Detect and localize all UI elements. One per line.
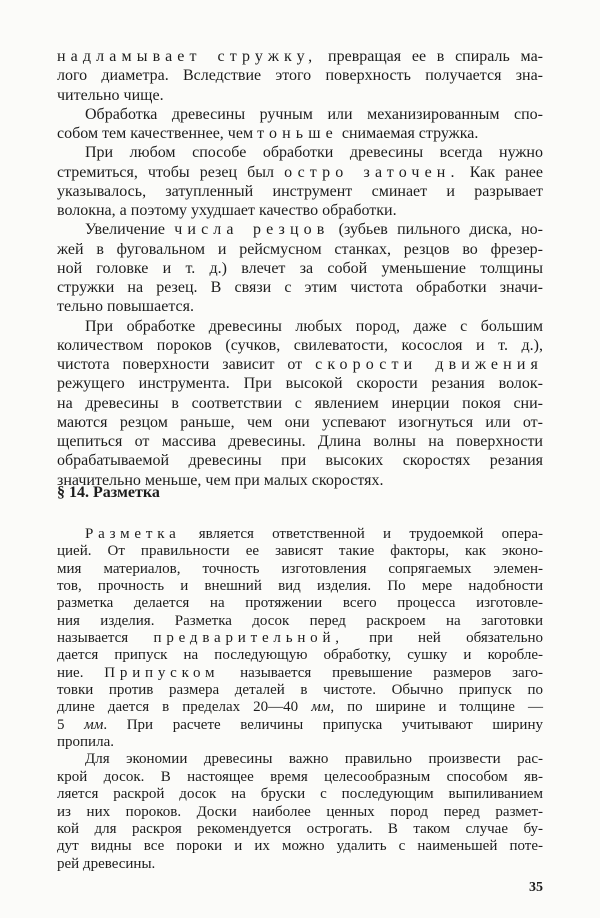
text-line [57,526,543,543]
text-segment: ние. [57,664,105,681]
paragraph [57,220,543,316]
text-line [57,182,543,201]
text-line [57,717,543,734]
text-segment: разметка делается на протяжении всего процесса изготовле- [57,595,543,612]
text-line [57,630,543,647]
text-line [57,374,543,393]
text-segment: количеством пороков (сучков, свилеватости, косослоя и т. д.), [57,336,543,354]
text-segment: называется [57,630,154,647]
text-segment: 5 [57,716,85,733]
text-line [57,220,543,239]
text-segment: тов, прочность и внешний вид изделия. По мере надобности [57,578,543,595]
text-line [57,613,543,630]
text-segment: щепиться от массива древесины. Длина волны на поверхности [57,433,543,450]
emphasized-text: надламывает стружку, [57,48,318,65]
text-segment: кой для раскроя рекомендуется острогать. В таком случае бу- [57,820,543,837]
text-segment: дут видны все пороки и их можно удалить с наименьшей поте- [57,838,543,855]
text-line [57,647,543,664]
text-line [57,682,543,699]
text-segment: указывалось, затупленный инструмент сминает и разрывает [57,182,543,200]
text-segment: обрабатываемой древесины при высоких скоростях резания [57,452,543,470]
text-segment: ния изделия. Разметка досок перед раскроем на заготовки [57,612,543,629]
text-line [57,578,543,595]
text-line [57,355,543,374]
text-line [57,786,543,803]
text-line [57,278,543,297]
text-segment: мм [84,716,104,733]
emphasized-text: скорости движения [315,356,543,373]
text-line [57,163,543,182]
page-number: 35 [529,880,543,895]
text-line [57,856,543,873]
text-line [57,699,543,716]
text-segment: называется превышение размеров заго- [219,664,543,681]
emphasized-text: тоньше [257,125,338,142]
text-line [57,821,543,838]
text-line [57,734,543,751]
text-line [57,543,543,560]
text-segment: волокна, а поэтому ухудшает качество обработки. [57,202,397,219]
text-line [57,336,543,355]
text-segment: на древесины в соответствии с явлением инерции покоя сни- [57,394,543,412]
paragraph [57,526,543,751]
text-line [57,105,543,124]
text-line [57,595,543,612]
text-line [57,47,543,66]
paragraph [57,143,543,220]
text-segment: чистота поверхности зависит от [57,356,316,373]
text-segment: цией. От правильности ее зависят такие факторы, как эконо- [57,543,543,560]
paragraph [57,317,543,490]
text-segment: товки против размера деталей в чистоте. Обычно припуск по [57,682,543,699]
text-line [57,838,543,855]
text-line [57,432,543,451]
text-line [57,561,543,578]
text-line [57,66,543,85]
text-segment: . При расчете величины припуска учитывают ширину [103,716,543,733]
text-line [57,317,543,336]
paragraph [57,47,543,105]
text-segment: превращая ее в спираль ма- [317,48,543,65]
text-line [57,259,543,278]
text-segment: дается припуск на последующую обработку, сушку и коробле- [57,647,543,664]
text-segment: снимаемая стружка. [337,125,479,142]
text-segment: ной головке и т. д.) влечет за собой уменьшение толщины [57,259,543,277]
text-segment: из них пороков. Доски наиболее ценных пород перед размет- [57,803,543,820]
text-segment: маются резцом раньше, чем они успевают изогнуться или от- [57,413,543,431]
text-segment: Увеличение [85,221,175,239]
text-segment: стремиться, чтобы резец был [57,163,285,181]
text-segment: рей древесины. [57,855,156,872]
emphasized-text: числа резцов [174,221,330,239]
text-segment: значительно меньше, чем при малых скоростях. [57,471,384,489]
text-segment: при ней обязательно [343,630,544,647]
emphasized-text: предварительной, [153,630,344,647]
text-line [57,394,543,413]
text-segment: Для экономии древесины важно правильно произвести рас- [85,751,543,768]
section-heading: § 14. Разметка [57,484,160,501]
text-segment: Как ранее [459,163,543,181]
text-segment: лого диаметра. Вследствие этого поверхность получается зна- [57,67,543,85]
text-segment: пропила. [57,734,114,751]
text-line [57,124,543,143]
text-segment: мия материалов, точность изготовления сопрягаемых элемен- [57,560,543,577]
text-line [57,413,543,432]
text-segment: крой досок. В настоящее время целесообразным способом яв- [57,768,543,785]
text-line [57,201,543,220]
text-line [57,804,543,821]
text-segment: жей в фуговальном и рейсмусном станках, резцов во фрезер- [57,240,543,258]
paragraph [57,751,543,872]
text-segment: является ответственной и трудоемкой опера- [180,526,543,542]
text-segment: длине дается в пределах 20—40 [57,699,312,716]
text-segment: ляется раскрой досок на бруски с последующим выпиливанием [57,786,543,803]
text-line [57,751,543,768]
body-text-section-14 [57,526,543,873]
text-line [57,240,543,259]
text-segment: тельно повышается. [57,298,194,316]
text-segment: режущего инструмента. При высокой скорости резания волок- [57,375,543,393]
text-line [57,143,543,162]
text-segment: (зубьев пильного диска, но- [329,221,543,239]
text-segment: Обработка древесины ручным или механизированным спо- [85,105,543,123]
paragraph [57,105,543,144]
body-text-top [57,47,543,490]
text-line [57,297,543,316]
emphasized-text: остро заточен. [284,163,460,181]
text-line [57,665,543,682]
text-line [57,769,543,786]
emphasized-text: Припуском [104,664,220,681]
text-line [57,86,543,105]
text-segment: , по ширине и толщине — [330,699,543,716]
text-segment: При обработке древесины любых пород, даже с большим [85,317,543,335]
text-segment: чительно чище. [57,86,164,104]
emphasized-text: Разметка [85,526,181,542]
text-segment: собом тем качественнее, чем [57,125,258,142]
text-segment: стружки на резец. В связи с этим чистота обработки значи- [57,279,543,296]
text-segment: мм [311,699,331,716]
text-line [57,451,543,470]
text-segment: При любом способе обработки древесины всегда нужно [85,144,543,162]
